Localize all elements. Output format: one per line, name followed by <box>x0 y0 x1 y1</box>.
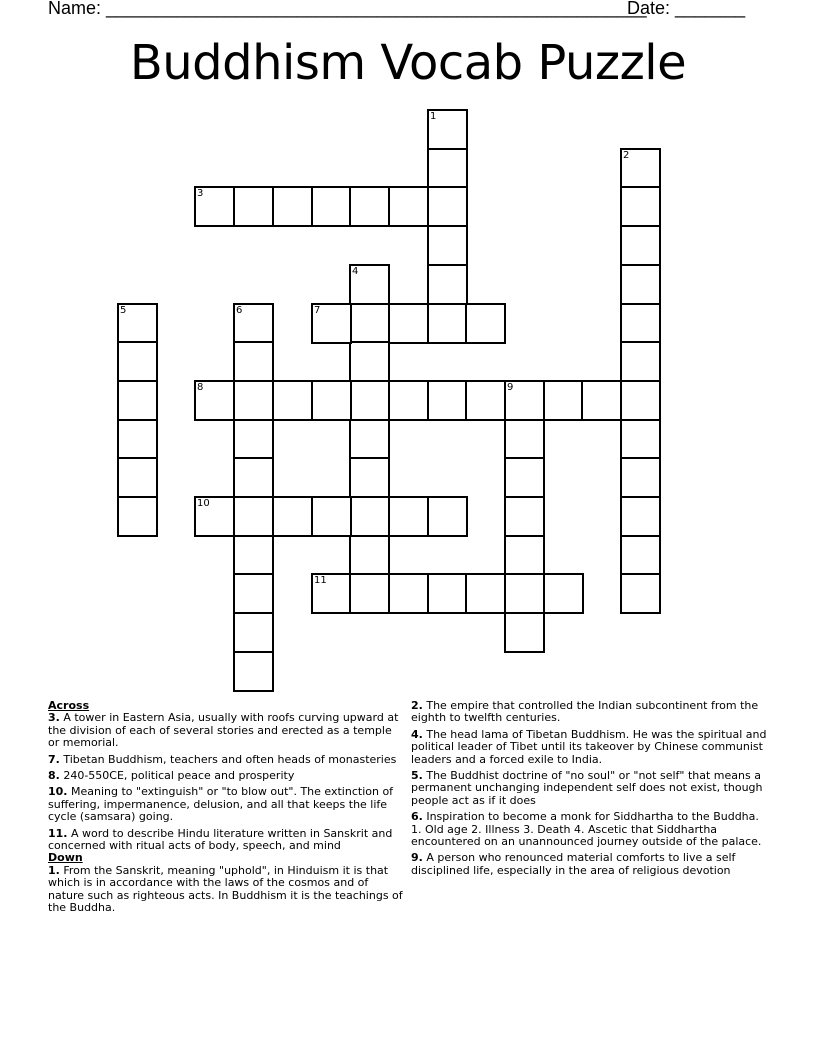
cell-number: 3 <box>197 188 204 199</box>
date-field[interactable]: Date: _______ <box>627 0 746 18</box>
clue-across-7 <box>48 754 406 766</box>
cell-number: 2 <box>623 150 630 161</box>
grid-cell[interactable] <box>233 573 274 614</box>
cell-number: 6 <box>236 305 243 316</box>
clue-text: A tower in Eastern Asia, usually with roofs curving upward at the division of each of several stories and erected as a temple or memorial. <box>48 711 399 750</box>
grid-cell[interactable] <box>272 496 313 537</box>
grid-cell[interactable] <box>349 186 390 227</box>
grid-cell[interactable] <box>233 496 274 537</box>
clue-number: 7. <box>48 752 60 766</box>
grid-cell[interactable] <box>427 496 468 537</box>
grid-cell[interactable] <box>349 303 390 344</box>
grid-cell[interactable] <box>349 264 390 305</box>
grid-cell[interactable] <box>620 380 661 421</box>
grid-cell[interactable] <box>349 573 390 614</box>
clue-number: 2. <box>411 699 423 712</box>
clue-down-6 <box>411 811 771 848</box>
grid-cell[interactable] <box>388 573 429 614</box>
clue-number: 1. <box>48 863 60 877</box>
clue-across-8 <box>48 770 406 782</box>
grid-cell[interactable] <box>620 225 661 266</box>
grid-cell[interactable] <box>311 496 352 537</box>
grid-cell[interactable] <box>504 419 545 460</box>
clue-number: 8. <box>48 769 60 783</box>
clue-text: The head lama of Tibetan Buddhism. He was the spiritual and political leader of Tibet until its takeover by Chinese communist leaders and a forced exile to India. <box>411 727 767 766</box>
grid-cell[interactable] <box>194 496 235 537</box>
grid-cell[interactable] <box>388 496 429 537</box>
grid-cell[interactable] <box>427 380 468 421</box>
grid-cell[interactable] <box>117 341 158 382</box>
grid-cell[interactable] <box>620 573 661 614</box>
grid-cell[interactable] <box>194 380 235 421</box>
grid-cell[interactable] <box>543 380 584 421</box>
grid-cell[interactable] <box>620 341 661 382</box>
grid-cell[interactable] <box>620 496 661 537</box>
clue-text: The Buddhist doctrine of "no soul" or "not self" that means a permanent unchanging independent self does not exist, though people act as if it does <box>411 769 763 807</box>
grid-cell[interactable] <box>117 496 158 537</box>
clue-down-5 <box>411 770 771 807</box>
grid-cell[interactable] <box>233 303 274 344</box>
grid-cell[interactable] <box>620 186 661 227</box>
clue-down-1 <box>48 865 406 915</box>
clue-text: The empire that controlled the Indian subcontinent from the eighth to twelfth centuries. <box>411 699 759 725</box>
clue-text: 240-550CE, political peace and prosperity <box>63 769 295 783</box>
down-heading: Down <box>48 851 83 865</box>
clue-number: 9. <box>411 851 423 865</box>
grid-cell[interactable] <box>311 186 352 227</box>
grid-cell[interactable] <box>117 419 158 460</box>
grid-cell[interactable] <box>504 496 545 537</box>
grid-cell[interactable] <box>311 573 352 614</box>
clue-across-10 <box>48 786 406 823</box>
grid-cell[interactable] <box>620 264 661 305</box>
cell-number: 11 <box>314 575 327 586</box>
grid-cell[interactable] <box>504 573 545 614</box>
grid-cell[interactable] <box>427 573 468 614</box>
grid-cell[interactable] <box>504 612 545 653</box>
grid-cell[interactable] <box>465 380 506 421</box>
grid-cell[interactable] <box>117 457 158 498</box>
clue-number: 4. <box>411 727 423 741</box>
grid-cell[interactable] <box>349 457 390 498</box>
grid-cell[interactable] <box>233 341 274 382</box>
grid-cell[interactable] <box>349 419 390 460</box>
cell-number: 5 <box>120 305 127 316</box>
grid-cell[interactable] <box>311 380 352 421</box>
clue-text: Meaning to "extinguish" or "to blow out". The extinction of suffering, impermanence, delusion, and all that keeps the life cycle (samsara) going. <box>48 785 394 824</box>
grid-cell[interactable] <box>349 341 390 382</box>
clue-down-9 <box>411 852 771 877</box>
cell-number: 8 <box>197 382 204 393</box>
grid-cell[interactable] <box>388 380 429 421</box>
grid-cell[interactable] <box>504 535 545 576</box>
grid-cell[interactable] <box>117 303 158 344</box>
clue-number: 11. <box>48 826 68 840</box>
grid-cell[interactable] <box>465 303 506 344</box>
cell-number: 9 <box>507 382 514 393</box>
clue-text: A word to describe Hindu literature written in Sanskrit and concerned with ritual acts of body, speech, and mind <box>48 826 393 853</box>
clue-across-3 <box>48 712 406 749</box>
grid-cell[interactable] <box>349 496 390 537</box>
grid-cell[interactable] <box>194 186 235 227</box>
grid-cell[interactable] <box>233 535 274 576</box>
grid-cell[interactable] <box>349 380 390 421</box>
grid-cell[interactable] <box>620 419 661 460</box>
across-heading: Across <box>48 699 90 712</box>
grid-cell[interactable] <box>233 612 274 653</box>
grid-cell[interactable] <box>427 225 468 266</box>
grid-cell[interactable] <box>233 380 274 421</box>
grid-cell[interactable] <box>620 535 661 576</box>
name-field[interactable]: Name: ______________________________________________________ <box>48 0 647 18</box>
grid-cell[interactable] <box>427 303 468 344</box>
cell-number: 10 <box>197 498 210 509</box>
clue-text: From the Sanskrit, meaning "uphold", in Hinduism it is that which is in accordance with the laws of the cosmos and of nature such as righteous acts. In Buddhism it is the teachings of the Buddha. <box>48 863 403 915</box>
grid-cell[interactable] <box>272 186 313 227</box>
clue-across-11 <box>48 828 406 853</box>
grid-cell[interactable] <box>427 109 468 150</box>
clue-text: Inspiration to become a monk for Siddhartha to the Buddha. 1. Old age 2. Illness 3. Death 4. Ascetic that Siddhartha encountered on an unannounced journey outside of the palace. <box>411 810 762 849</box>
clues-right-column <box>411 700 771 881</box>
grid-cell[interactable] <box>504 457 545 498</box>
grid-cell[interactable] <box>349 535 390 576</box>
grid-cell[interactable] <box>543 573 584 614</box>
grid-cell[interactable] <box>620 148 661 189</box>
grid-cell[interactable] <box>504 380 545 421</box>
grid-cell[interactable] <box>233 457 274 498</box>
grid-cell[interactable] <box>427 264 468 305</box>
grid-cell[interactable] <box>427 186 468 227</box>
clues-left-column <box>48 700 406 919</box>
cell-number: 7 <box>314 305 321 316</box>
clue-number: 6. <box>411 810 423 824</box>
clue-number: 3. <box>48 711 60 725</box>
grid-cell[interactable] <box>233 186 274 227</box>
grid-cell[interactable] <box>233 651 274 692</box>
grid-cell[interactable] <box>427 148 468 189</box>
clue-down-2 <box>411 700 771 725</box>
grid-cell[interactable] <box>620 303 661 344</box>
clue-text: Tibetan Buddhism, teachers and often heads of monasteries <box>63 752 397 766</box>
clue-number: 10. <box>48 785 68 799</box>
grid-cell[interactable] <box>117 380 158 421</box>
cell-number: 4 <box>352 266 359 277</box>
grid-cell[interactable] <box>388 303 429 344</box>
puzzle-title: Buddhism Vocab Puzzle <box>129 35 687 91</box>
cell-number: 1 <box>430 111 437 122</box>
grid-cell[interactable] <box>272 380 313 421</box>
clue-down-4 <box>411 729 771 766</box>
grid-cell[interactable] <box>311 303 352 344</box>
grid-cell[interactable] <box>465 573 506 614</box>
grid-cell[interactable] <box>388 186 429 227</box>
clue-text: A person who renounced material comforts to live a self disciplined life, especially in the area of religious devotion <box>411 851 736 877</box>
grid-cell[interactable] <box>233 419 274 460</box>
grid-cell[interactable] <box>620 457 661 498</box>
clue-number: 5. <box>411 769 423 783</box>
grid-cell[interactable] <box>581 380 622 421</box>
